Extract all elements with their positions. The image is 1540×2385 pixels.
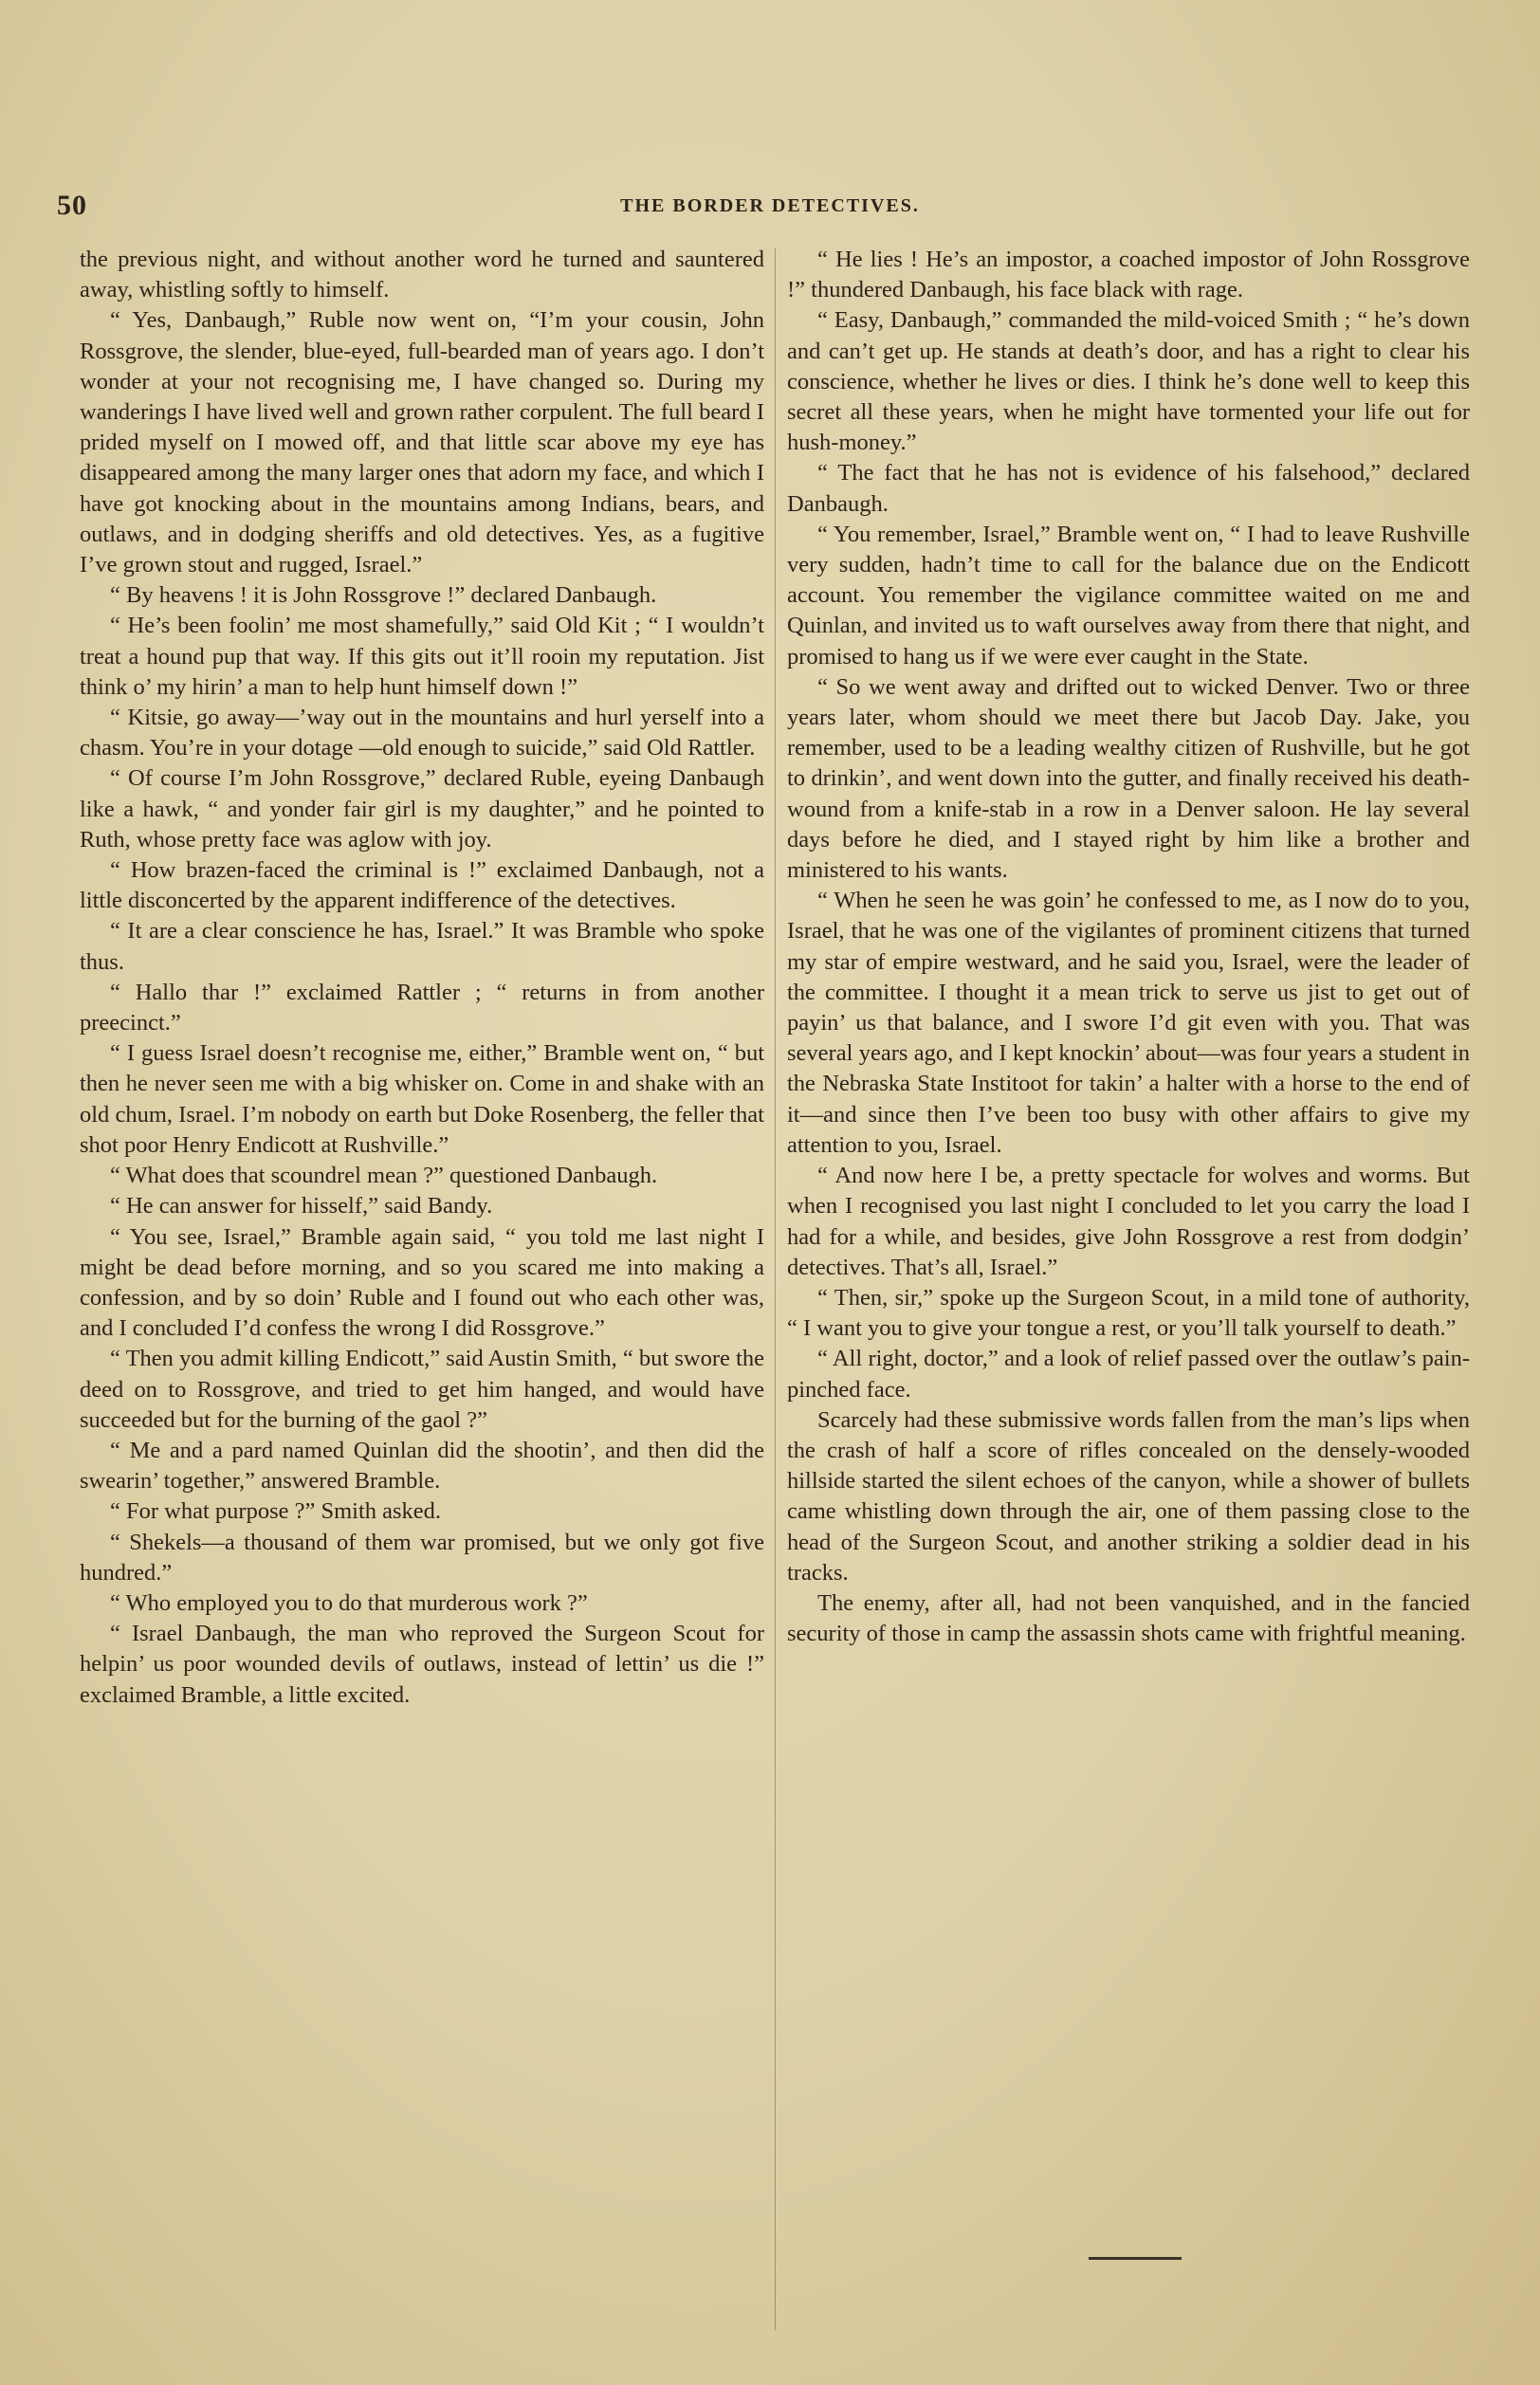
paragraph: “ I guess Israel doesn’t recognise me, either,” Bramble went on, “ but then he never seen me with a big whisker on. Come in and shake with an old chum, Israel. I’m nobody on earth but Doke Rosenberg, the feller that shot poor Henry Endicott at Rushville.”: [80, 1040, 764, 1158]
column-divider: [775, 248, 776, 2330]
left-column: [80, 245, 764, 1711]
paragraph: “ And now here I be, a pretty spectacle for wolves and worms. But when I recognised you last night I concluded to let you carry the load I had for a while, and besides, give John Rossgrove a rest from dodgin’ detectives. That’s all, Israel.”: [787, 1163, 1470, 1280]
paragraph: “ Who employed you to do that murderous work ?”: [110, 1589, 588, 1616]
paragraph: “ Then, sir,” spoke up the Surgeon Scout, in a mild tone of authority, “ I want you to give your tongue a rest, or you’ll talk yourself to death.”: [787, 1284, 1470, 1342]
paragraph: “ You remember, Israel,” Bramble went on, “ I had to leave Rushville very sudden, hadn’t time to call for the balance due on the Endicott account. You remember the vigilance committee waited on me and Quinlan, and invited us to waft ourselves away from there that night, and promised to hang us if we were ever caught in the State.: [787, 521, 1470, 670]
paragraph: “ What does that scoundrel mean ?” questioned Danbaugh.: [110, 1163, 658, 1189]
paragraph: “ All right, doctor,” and a look of relief passed over the outlaw’s pain-pinched face.: [787, 1346, 1470, 1403]
paragraph: “ He can answer for hisself,” said Bandy.: [110, 1193, 493, 1220]
paragraph: “ The fact that he has not is evidence of his falsehood,” declared Danbaugh.: [787, 460, 1470, 517]
paragraph: “ Shekels—a thousand of them war promised, but we only got five hundred.”: [80, 1529, 764, 1586]
paragraph: “ Of course I’m John Rossgrove,” declared Ruble, eyeing Danbaugh like a hawk, “ and yonder fair girl is my daughter,” and he pointed to Ruth, whose pretty face was aglow with joy.: [80, 765, 764, 853]
running-title: THE BORDER DETECTIVES.: [620, 195, 920, 216]
chapter-end-rule: [1089, 2257, 1182, 2260]
paragraph: “ He’s been foolin’ me most shamefully,” said Old Kit ; “ I wouldn’t treat a hound pup that way. If this gits out it’ll rooin my reputation. Jist think o’ my hirin’ a man to help hunt himself down !”: [80, 613, 764, 700]
paragraph: “ Easy, Danbaugh,” commanded the mild-voiced Smith ; “ he’s down and can’t get up. He stands at death’s door, and has a right to clear his conscience, whether he lives or dies. I think he’s done well to keep this secret all these years, when he might have tormented your life out for hush-money.”: [787, 307, 1470, 456]
paragraph: “ How brazen-faced the criminal is !” exclaimed Danbaugh, not a little disconcerted by the apparent indifference of the detectives.: [80, 857, 764, 914]
paragraph: “ Israel Danbaugh, the man who reproved the Surgeon Scout for helpin’ us poor wounded devils of outlaws, instead of lettin’ us die !” exclaimed Bramble, a little excited.: [80, 1621, 764, 1708]
paragraph: “ You see, Israel,” Bramble again said, “ you told me last night I might be dead before morning, and so you scared me into making a confession, and by so doin’ Ruble and I found out who each other was, and I concluded I’d confess the wrong I did Rossgrove.”: [80, 1223, 764, 1342]
paragraph: “ So we went away and drifted out to wicked Denver. Two or three years later, whom should we meet there but Jacob Day. Jake, you remember, used to be a leading wealthy citizen of Rushville, but he got to drinkin’, and went down into the gutter, and finally received his death-wound from a knife-stab in a row in a Denver saloon. He lay several days before he died, and I stayed right by him like a brother and ministered to his wants.: [787, 673, 1470, 884]
paragraph: “ Hallo thar !” exclaimed Rattler ; “ returns in from another preecinct.”: [80, 979, 764, 1037]
paragraph: “ For what purpose ?” Smith asked.: [110, 1498, 442, 1525]
paragraph: “ Kitsie, go away—’way out in the mountains and hurl yerself into a chasm. You’re in your dotage —old enough to suicide,” said Old Rattler.: [80, 705, 764, 761]
paragraph: “ Me and a pard named Quinlan did the shootin’, and then did the swearin’ together,” answered Bramble.: [80, 1437, 764, 1495]
paragraph: the previous night, and without another word he turned and sauntered away, whistling softly to himself.: [80, 247, 764, 303]
paragraph: “ It are a clear conscience he has, Israel.” It was Bramble who spoke thus.: [80, 918, 764, 975]
paragraph: The enemy, after all, had not been vanquished, and in the fancied security of those in camp the assassin shots came with frightful meaning.: [787, 1589, 1470, 1647]
right-column: [787, 245, 1470, 1649]
paragraph: “ Yes, Danbaugh,” Ruble now went on, “I’m your cousin, John Rossgrove, the slender, blue-eyed, full-bearded man of years ago. I don’t wonder at your not recognising me, I have changed so. During my wanderings I have lived well and grown rather corpulent. The full beard I prided myself on I mowed off, and that little scar above my eye has disappeared among the many larger ones that adorn my face, and which I have got knocking about in the mountains among Indians, bears, and outlaws, and in dodging sheriffs and old detectives. Yes, as a fugitive I’ve grown stout and rugged, Israel.”: [80, 307, 764, 578]
paragraph: Scarcely had these submissive words fallen from the man’s lips when the crash of half a score of rifles concealed on the densely-wooded hillside started the silent echoes of the canyon, while a shower of bullets came whistling down through the air, one of them passing close to the head of the Surgeon Scout, and another striking a soldier dead in his tracks.: [787, 1406, 1470, 1586]
paragraph: “ By heavens ! it is John Rossgrove !” declared Danbaugh.: [110, 582, 657, 609]
paragraph: “ Then you admit killing Endicott,” said Austin Smith, “ but swore the deed on to Rossgrove, and tried to get him hanged, and would have succeeded but for the burning of the gaol ?”: [80, 1346, 764, 1433]
page-number: 50: [57, 190, 87, 221]
paragraph: “ When he seen he was goin’ he confessed to me, as I now do to you, Israel, that he was one of the vigilantes of prominent citizens that turned my star of empire westward, and he said you, Israel, were the leader of the committee. I thought it a mean trick to serve us jist to get out of payin’ us that balance, and I swore I’d git even with you. That was several years ago, and I kept knockin’ about—was four years a student in the Nebraska State Institoot for takin’ a halter with a horse to the end of it—and since then I’ve been too busy with other affairs to give my attention to you, Israel.: [787, 888, 1470, 1158]
paragraph: “ He lies ! He’s an impostor, a coached impostor of John Rossgrove !” thundered Danbaugh, his face black with rage.: [787, 247, 1470, 303]
